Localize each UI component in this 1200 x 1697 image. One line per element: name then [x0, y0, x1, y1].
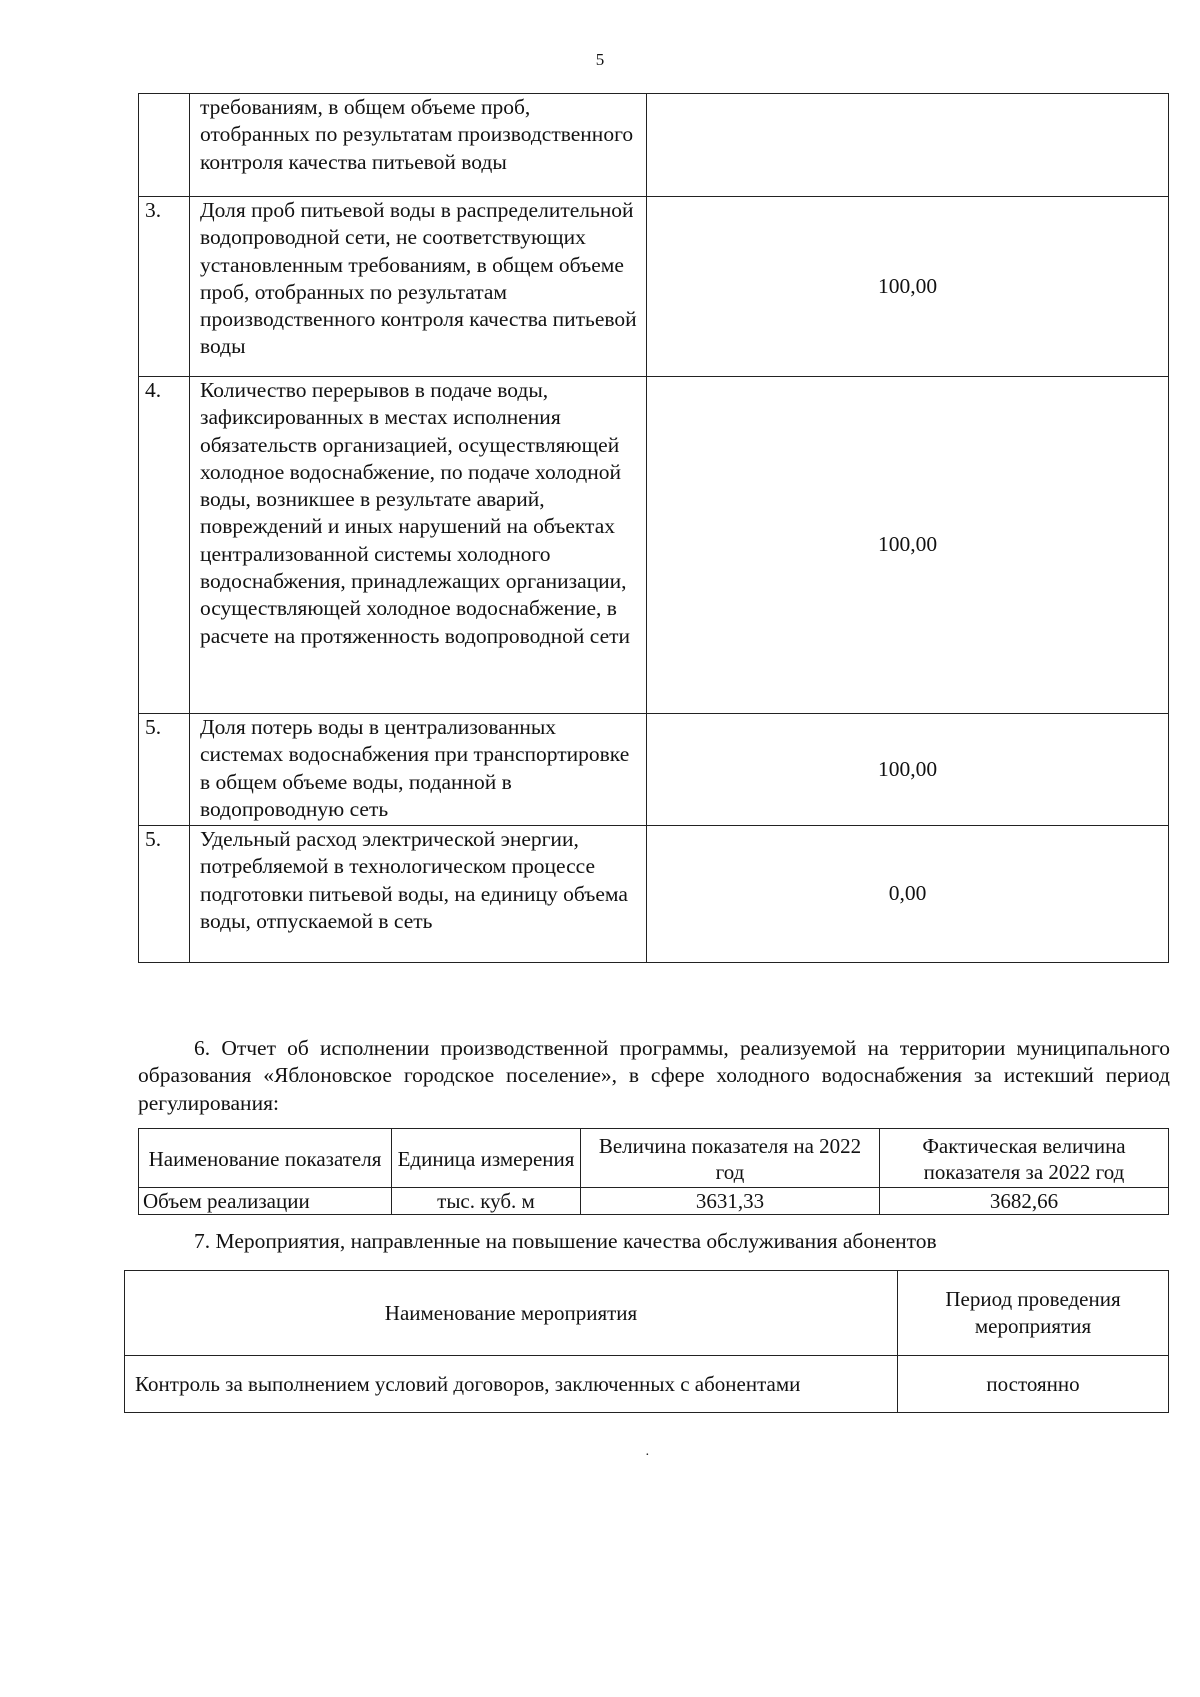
table-row — [139, 1188, 1169, 1215]
report-table — [138, 1128, 1169, 1215]
row-number: 4. — [139, 377, 190, 714]
table-row — [139, 714, 1169, 826]
table-header-row — [125, 1271, 1169, 1356]
indicator-name: Объем реализации — [139, 1188, 392, 1215]
column-header: Наименование мероприятия — [125, 1271, 898, 1356]
indicator-value: 0,00 — [647, 826, 1169, 963]
table-row — [139, 377, 1169, 714]
indicator-value — [647, 94, 1169, 197]
section-7-heading: 7. Мероприятия, направленные на повышение качества обслуживания абонентов — [194, 1229, 937, 1253]
stray-dot: · — [645, 1448, 650, 1463]
row-number: 5. — [139, 714, 190, 826]
row-number: 5. — [139, 826, 190, 963]
unit-cell: тыс. куб. м — [392, 1188, 581, 1215]
actual-value: 3682,66 — [880, 1188, 1169, 1215]
column-header: Фактическая величина показателя за 2022 год — [880, 1129, 1169, 1188]
indicator-value: 100,00 — [647, 377, 1169, 714]
indicator-name: требованиям, в общем объеме проб, отобранных по результатам производственного контроля качества питьевой воды — [190, 94, 647, 197]
indicator-name: Доля проб питьевой воды в распределительной водопроводной сети, не соответствующих установленным требованиям, в общем объеме проб, отобранных по результатам производственного контроля качества питьевой воды — [190, 197, 647, 377]
measures-table — [124, 1270, 1169, 1413]
indicator-value: 100,00 — [647, 714, 1169, 826]
indicator-value: 100,00 — [647, 197, 1169, 377]
column-header: Наименование показателя — [139, 1129, 392, 1188]
indicator-name: Удельный расход электрической энергии, потребляемой в технологическом процессе подготовки питьевой воды, на единицу объема воды, отпускаемой в сеть — [190, 826, 647, 963]
indicator-name: Количество перерывов в подаче воды, зафиксированных в местах исполнения обязательств организацией, осуществляющей холодное водоснабжение, по подаче холодной воды, возникшее в результате аварий, повреждений и иных нарушений на объектах централизованной системы холодного водоснабжения, принадлежащих организации, осуществляющей холодное водоснабжение, в расчете на протяженность водопроводной сети — [190, 377, 647, 714]
table-row — [139, 197, 1169, 377]
planned-value: 3631,33 — [581, 1188, 880, 1215]
table-row — [125, 1356, 1169, 1413]
column-header: Период проведения мероприятия — [898, 1271, 1169, 1356]
section-6-paragraph: 6. Отчет об исполнении производственной программы, реализуемой на территории муниципального образования «Яблоновское городское поселение», в сфере холодного водоснабжения за истекший период регулирования: — [138, 1036, 1170, 1115]
measure-name: Контроль за выполнением условий договоров, заключенных с абонентами — [125, 1356, 898, 1413]
row-number: 3. — [139, 197, 190, 377]
column-header: Единица измерения — [392, 1129, 581, 1188]
indicator-name: Доля потерь воды в централизованных системах водоснабжения при транспортировке в общем объеме воды, поданной в водопроводную сеть — [190, 714, 647, 826]
measure-period: постоянно — [898, 1356, 1169, 1413]
row-number — [139, 94, 190, 197]
indicators-table — [138, 93, 1169, 963]
table-header-row — [139, 1129, 1169, 1188]
column-header: Величина показателя на 2022 год — [581, 1129, 880, 1188]
table-row — [139, 94, 1169, 197]
page-number: 5 — [595, 50, 605, 69]
table-row — [139, 826, 1169, 963]
